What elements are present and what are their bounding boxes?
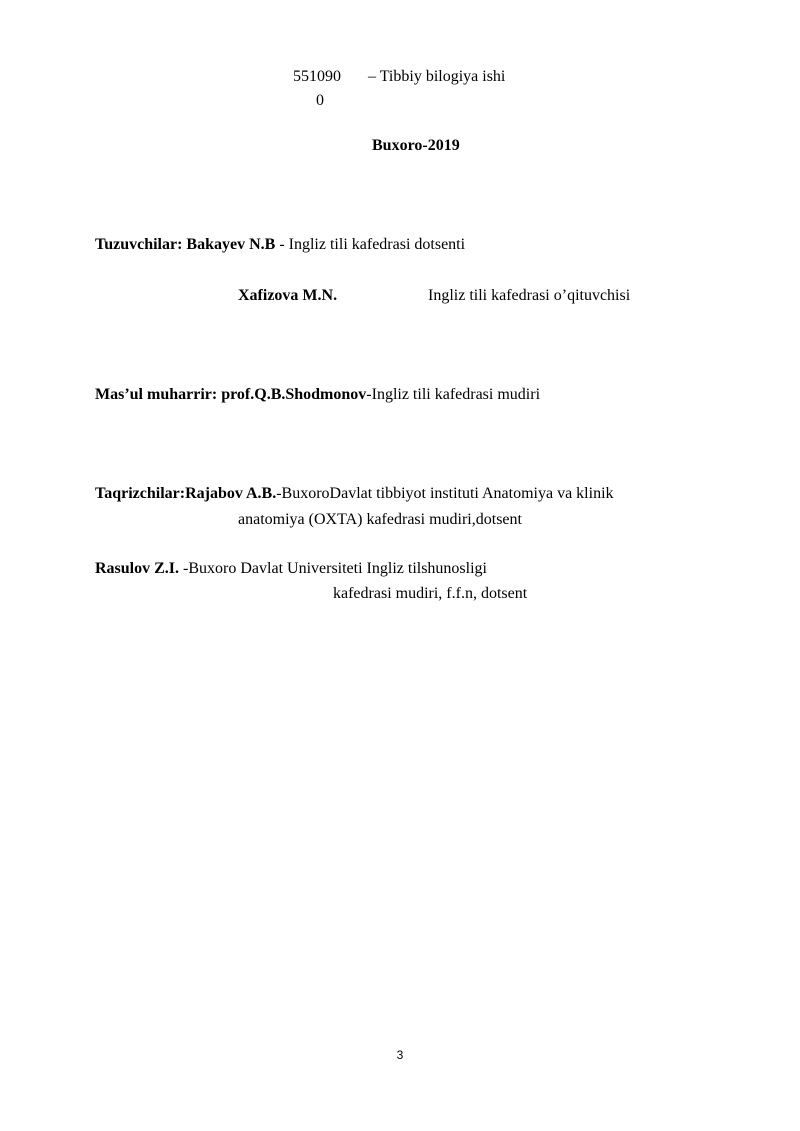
editor-line bbox=[95, 385, 540, 405]
specialty-code: 551090 bbox=[293, 68, 341, 85]
city-year: Buxoro-2019 bbox=[372, 137, 460, 154]
reviewer-first-role-cont: anatomiya (OXTA) kafedrasi mudiri,dotsent bbox=[238, 511, 522, 528]
authors-label: Tuzuvchilar: Bakayev N.B bbox=[95, 236, 276, 253]
authors-line bbox=[95, 235, 465, 255]
author-second-name: Xafizova M.N. bbox=[238, 287, 338, 304]
specialty-code-wrap: 0 bbox=[316, 92, 324, 109]
reviewer-second-label: Rasulov Z.I. bbox=[95, 560, 180, 577]
editor-role: -Ingliz tili kafedrasi mudiri bbox=[366, 386, 541, 403]
reviewer-first-label: Taqrizchilar:Rajabov A.B. bbox=[95, 485, 277, 502]
specialty-title: – Tibbiy bilogiya ishi bbox=[368, 68, 506, 85]
reviewer-second-line bbox=[95, 559, 487, 579]
page-number: 3 bbox=[396, 1048, 404, 1062]
reviewer-second-role-cont: kafedrasi mudiri, f.f.n, dotsent bbox=[333, 585, 528, 602]
authors-first-role: - Ingliz tili kafedrasi dotsenti bbox=[275, 236, 466, 253]
reviewer-first-line bbox=[95, 484, 614, 504]
reviewer-first-role: -BuxoroDavlat tibbiyot instituti Anatomiya va klinik bbox=[276, 485, 614, 502]
editor-label: Mas’ul muharrir: prof.Q.B.Shodmonov bbox=[95, 386, 367, 403]
author-second-role: Ingliz tili kafedrasi o’qituvchisi bbox=[428, 287, 631, 304]
reviewer-second-role: -Buxoro Davlat Universiteti Ingliz tilshunosligi bbox=[179, 560, 487, 577]
